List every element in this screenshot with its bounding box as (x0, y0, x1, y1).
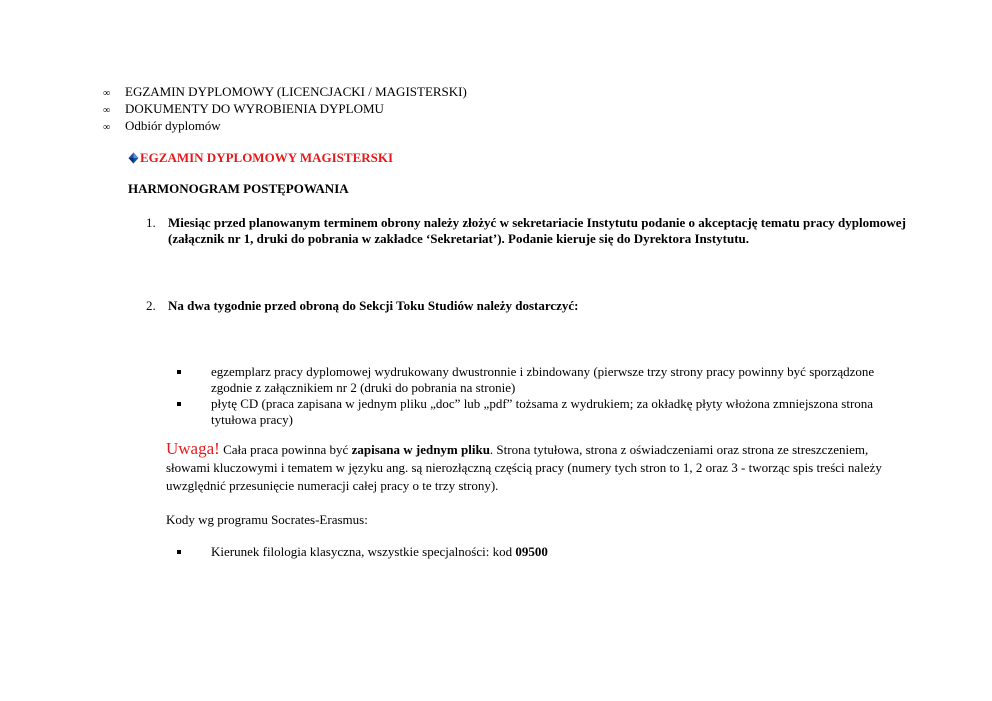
step-number: 1. (146, 215, 156, 230)
subheading: HARMONOGRAM POSTĘPOWANIA (128, 181, 349, 196)
note-label: Uwaga! (166, 439, 220, 458)
step-1 (146, 215, 906, 247)
infinity-bullet-icon: ∞ (103, 122, 111, 133)
list-item-odbior[interactable] (103, 117, 467, 134)
link-dokumenty[interactable]: DOKUMENTY DO WYROBIENIA DYPLOMU (125, 101, 384, 116)
list-item-dokumenty[interactable] (103, 100, 467, 117)
deliverable-text: płytę CD (praca zapisana w jednym pliku „doc” lub „pdf” tożsama z wydrukiem; za okładkę płyty włożona zmniejszona strona tytułowa pracy) (211, 396, 874, 427)
codes-heading: Kody wg programu Socrates-Erasmus: (166, 512, 368, 527)
list-item (176, 364, 906, 396)
note-paragraph (166, 440, 896, 495)
square-bullet-icon (177, 550, 181, 554)
code-text: Kierunek filologia klasyczna, wszystkie specjalności: kod (211, 544, 516, 559)
list-item-egzamin[interactable] (103, 83, 467, 100)
infinity-bullet-icon: ∞ (103, 105, 111, 116)
note-text-before: Cała praca powinna być (219, 442, 352, 457)
step-text: Na dwa tygodnie przed obroną do Sekcji Toku Studiów należy dostarczyć: (168, 298, 579, 313)
deliverables-list (176, 364, 906, 428)
section-heading-text: EGZAMIN DYPLOMOWY MAGISTERSKI (140, 150, 394, 165)
link-odbior-dyplomow[interactable]: Odbiór dyplomów (125, 118, 221, 133)
step-number: 2. (146, 298, 156, 313)
section-heading (128, 150, 393, 166)
note-bold: zapisana w jednym pliku (351, 442, 490, 457)
list-item (176, 544, 548, 560)
diamond-bullet-icon (128, 152, 139, 164)
code-value: 09500 (515, 544, 548, 559)
deliverable-text: egzemplarz pracy dyplomowej wydrukowany dwustronnie i zbindowany (pierwsze trzy strony pracy powinny być sporządzone zgodnie z załącznikiem nr 2 (druki do pobrania na stronie) (211, 364, 875, 395)
link-egzamin-dyplomowy[interactable]: EGZAMIN DYPLOMOWY (LICENCJACKI / MAGISTERSKI) (125, 84, 467, 99)
infinity-bullet-icon: ∞ (103, 88, 111, 99)
step-text: Miesiąc przed planowanym terminem obrony należy złożyć w sekretariacie Instytutu podanie o akceptację tematu pracy dyplomowej (załącznik nr 1, druki do pobrania w zakładce ‘Sekretariat’). Podanie kieruje się do Dyrektora Instytutu. (168, 215, 906, 246)
top-link-list (103, 83, 467, 134)
codes-list (176, 544, 548, 560)
square-bullet-icon (177, 370, 181, 374)
note-text-after: . Strona tytułowa, strona z oświadczeniami oraz strona ze streszczeniem, słowami kluczowymi i tematem w języku ang. są nierozłączną częścią pracy (numery tych stron to 1, 2 oraz 3 - tworząc spis treści należy uwzględnić przesunięcie numeracji całej pracy o te trzy strony). (166, 442, 882, 493)
list-item (176, 396, 906, 428)
square-bullet-icon (177, 402, 181, 406)
step-2 (146, 298, 906, 314)
